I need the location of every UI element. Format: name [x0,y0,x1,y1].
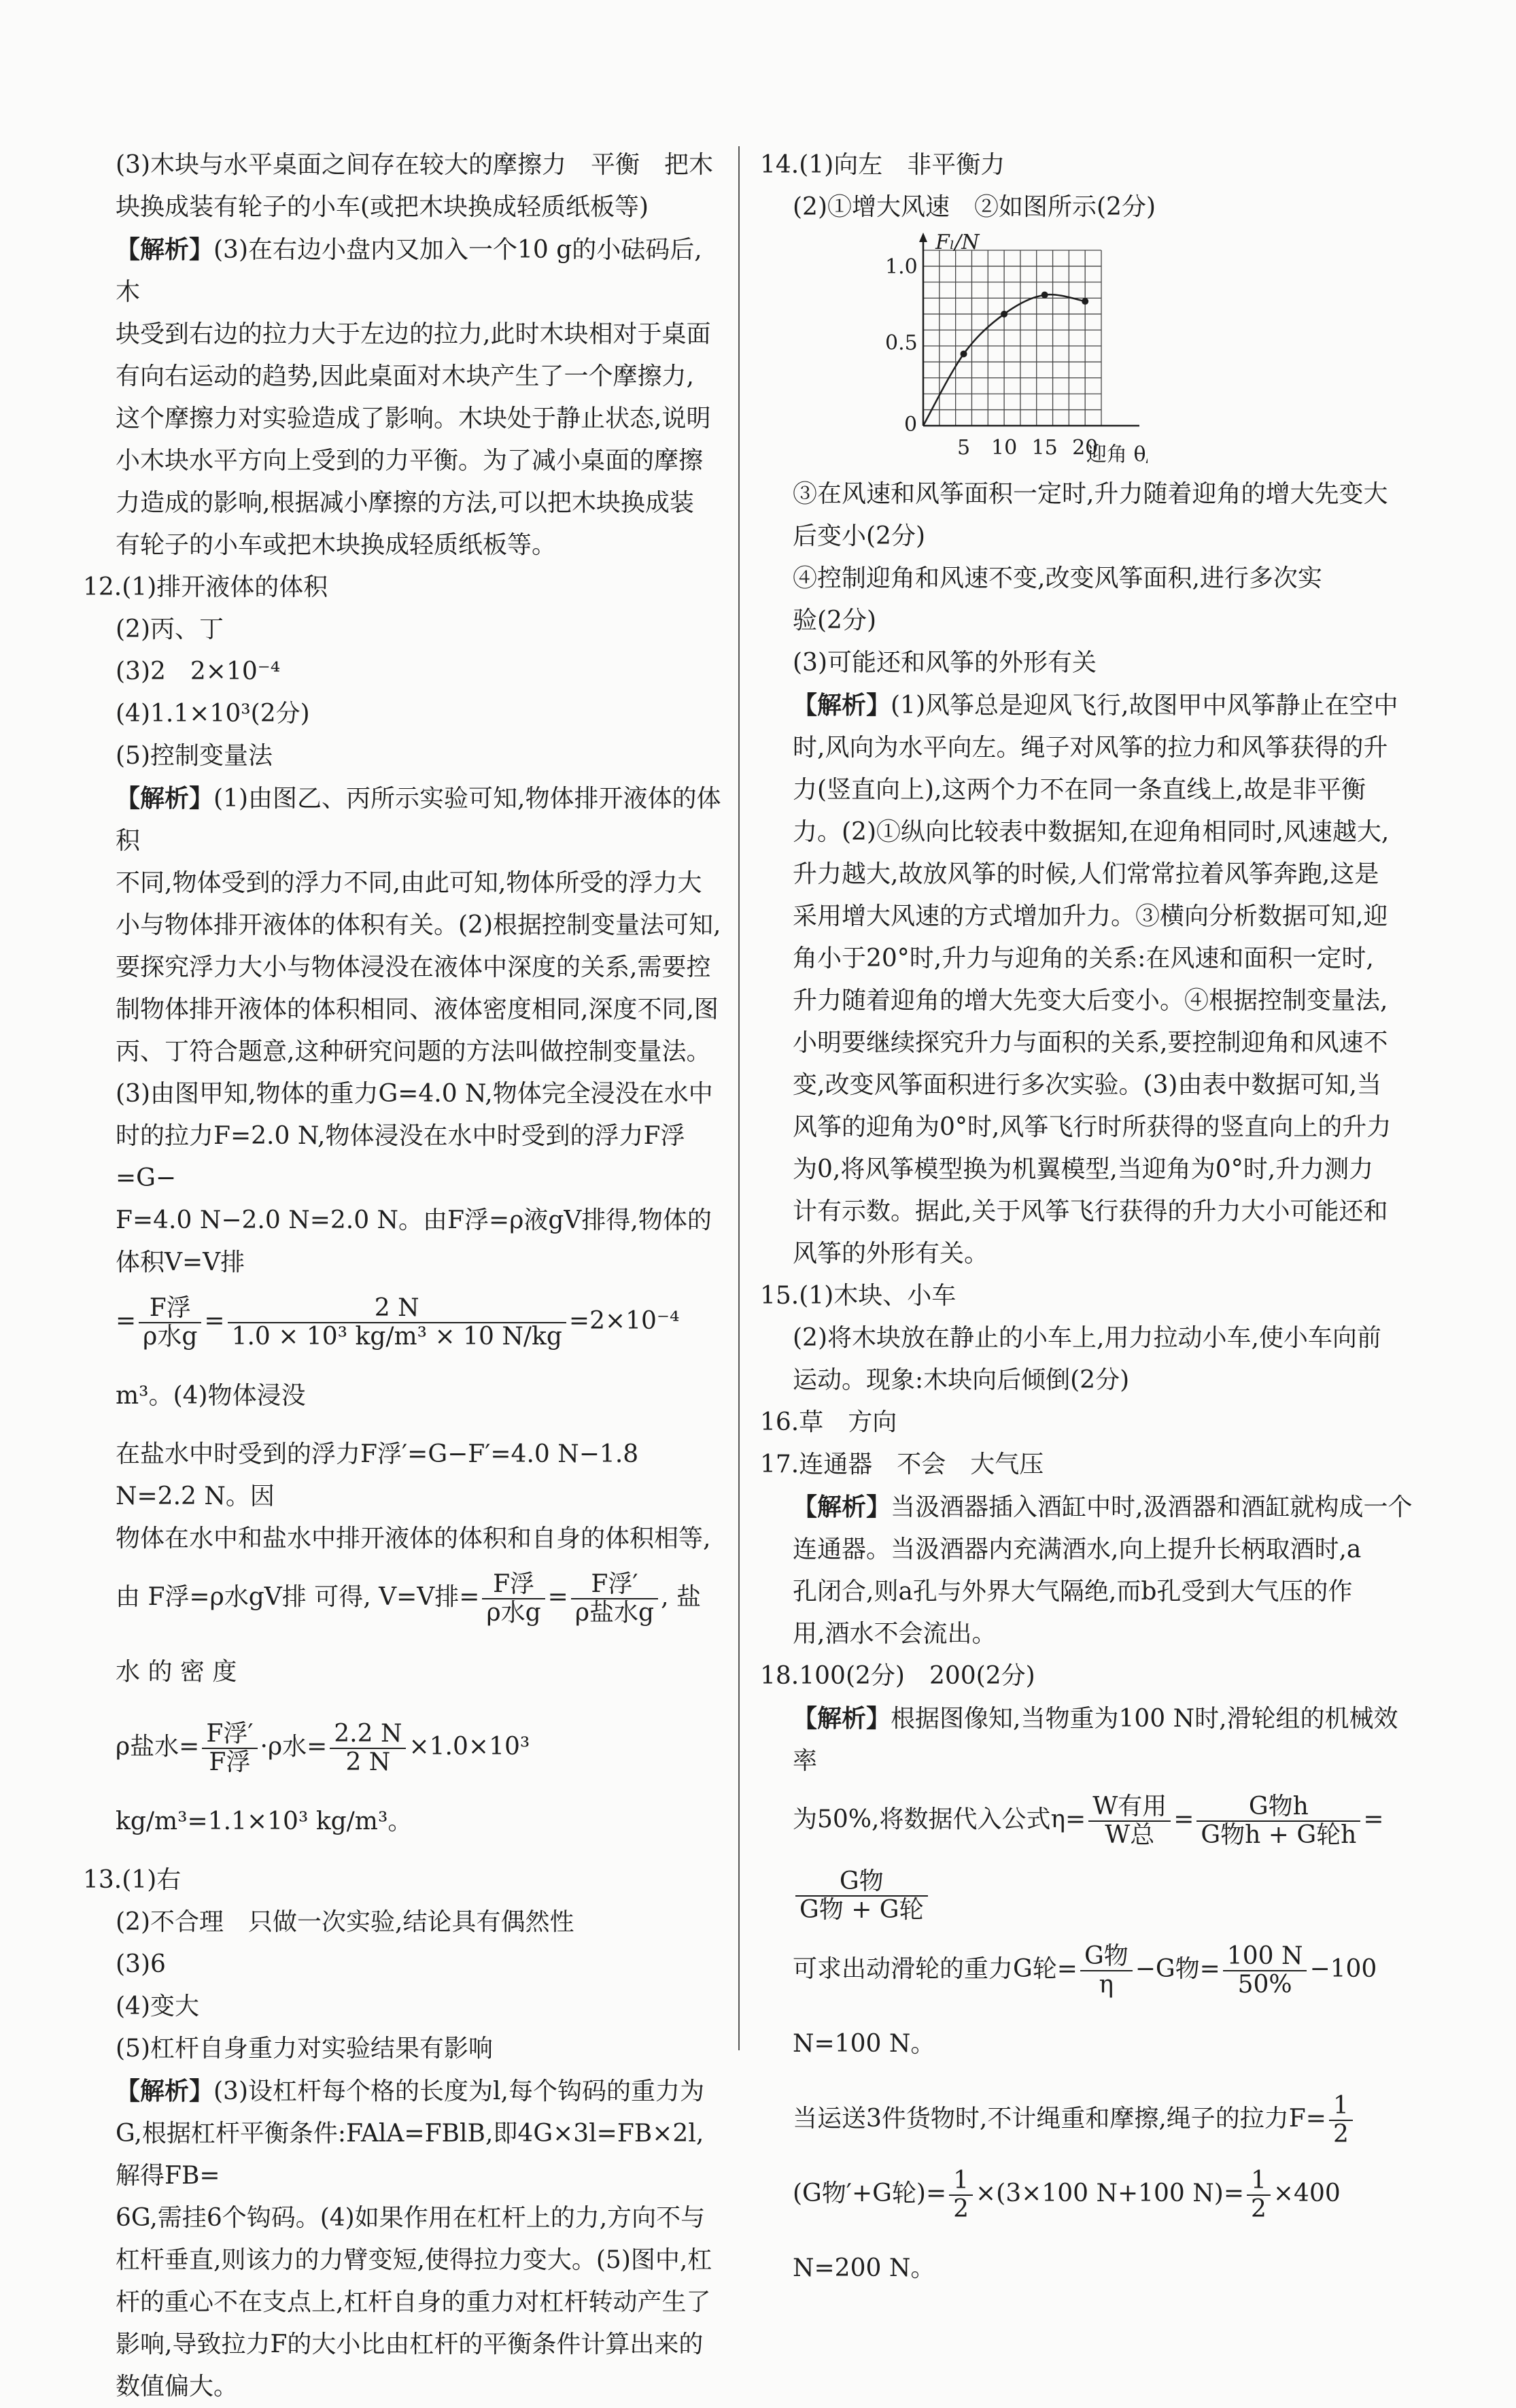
q17-exp-line: 连通器。当汲酒器内充满酒水,向上提升长柄取酒时,a [793,1536,1362,1563]
q12-exp-line: (3)由图甲知,物体的重力G=4.0 N,物体完全浸没在水中 [116,1080,713,1108]
q11-explanation [116,228,722,313]
eq-text: =2×10⁻⁴ m³。(4)物体浸没 [116,1307,680,1410]
numerator: F浮 [139,1295,201,1323]
chart-grid [923,250,1101,426]
eq-text: = [1173,1805,1194,1833]
eq-text: −100 N=100 N。 [793,1955,1377,2058]
eq-text: = [204,1307,225,1335]
q15-answer-2-line: (2)将木块放在静止的小车上,用力拉动小车,使小车向前 [793,1324,1381,1352]
q14-exp-line: 采用增大风速的方式增加升力。③横向分析数据可知,迎 [793,902,1388,930]
q16-answer: 16.草 方向 [760,1408,897,1436]
eq-text: 为50%,将数据代入公式η= [793,1805,1086,1833]
q13-exp-line: 6G,需挂6个钩码。(4)如果作用在杠杆上的力,方向不与 [116,2204,706,2232]
denominator: 2 [953,2195,969,2223]
numerator: G物 [795,1868,928,1897]
q17-explanation [793,1486,1413,1529]
explanation-tag: 【解析】 [793,691,891,719]
explanation-tag: 【解析】 [793,1493,891,1521]
q14-exp-line: (1)风筝总是迎风飞行,故图甲中风筝静止在空中 [891,692,1398,719]
q14-exp-line: 小明要继续探究升力与面积的关系,要控制迎角和风速不 [793,1029,1388,1057]
eq-text: 由 F浮=ρ水gV排 可得, V=V排= [116,1583,480,1611]
q15-answer-2-line: 运动。现象:木块向后倾倒(2分) [793,1366,1130,1394]
eq-text: = [1363,1805,1384,1833]
denominator: 2 N [345,1748,391,1776]
eq-text: = [116,1307,137,1335]
q12-answer-5: (5)控制变量法 [116,742,273,770]
q18-equation-force-2 [793,2156,1413,2306]
eq-text: ρ盐水= [116,1733,200,1761]
eq-text: ×400 N=200 N。 [793,2180,1341,2282]
fraction [1196,1793,1360,1849]
eq-text: = [547,1583,568,1611]
fraction [139,1295,201,1351]
lift-angle-graph [862,228,1413,473]
q14-exp-line: 升力越大,故放风筝的时候,人们常常拉着风筝奔跑,这是 [793,860,1379,888]
fraction [949,2167,973,2223]
x-tick-label: 20 [1072,436,1099,460]
fraction [571,1571,658,1627]
explanation-tag: 【解析】 [116,235,214,264]
q17-exp-line: 用,酒水不会流出。 [793,1620,997,1648]
data-point [1001,311,1007,318]
eq-text: 当运送3件货物时,不计绳重和摩擦,绳子的拉力F= [793,2105,1326,2133]
q12-exp-line: (1)由图乙、丙所示实验可知,物体排开液体的体积 [116,785,721,855]
q12-equation-volume [116,1284,722,1434]
fraction [1080,1943,1133,1999]
numerator: G物 [1080,1943,1133,1971]
q18-answer: 18.100(2分) 200(2分) [760,1662,1035,1690]
q17-exp-line: 孔闭合,则a孔与外界大气隔绝,而b孔受到大气压的作 [793,1578,1353,1606]
q11-exp-line: 有轮子的小车或把木块换成轻质纸板等。 [116,531,557,559]
q14-exp-line: 时,风向为水平向左。绳子对风筝的拉力和风筝获得的升 [793,734,1388,762]
explanation-tag: 【解析】 [116,2077,214,2105]
q11-exp-line: 块受到右边的拉力大于左边的拉力,此时木块相对于桌面 [116,320,711,348]
y-tick-label: 0 [904,413,918,437]
eq-text: ×(3×100 N+100 N)= [976,2180,1244,2207]
q12-exp-line: 不同,物体受到的浮力不同,由此可知,物体所受的浮力大 [116,869,702,897]
fraction [202,1720,257,1776]
x-tick-label: 10 [990,436,1018,460]
fraction [330,1720,406,1776]
q18-equation-pulley-weight [793,1932,1413,2082]
eq-text: ·ρ水= [260,1733,328,1761]
q12-answer-4: (4)1.1×10³(2分) [116,700,310,728]
q14-exp-line: 力。(2)①纵向比较表中数据知,在迎角相同时,风速越大, [793,818,1390,846]
q14-answer-3-line: ③在风速和风筝面积一定时,升力随着迎角的增大先变大 [793,480,1388,508]
q14-explanation [793,684,1413,727]
denominator: ρ水g [486,1599,541,1627]
eq-text: 可求出动滑轮的重力G轮= [793,1955,1078,1983]
q14-exp-line: 风筝的外形有关。 [793,1240,989,1268]
denominator: 1.0 × 10³ kg/m³ × 10 N/kg [231,1323,562,1351]
numerator: F浮 [482,1571,545,1599]
numerator: W有用 [1088,1793,1171,1822]
q12-answer-1: 12.(1)排开液体的体积 [83,573,328,601]
denominator: 50% [1237,1971,1292,1999]
right-column [760,144,1413,2306]
explanation-tag: 【解析】 [793,1704,891,1733]
denominator: W总 [1105,1821,1155,1849]
fraction [1329,2092,1353,2148]
q18-explanation [793,1697,1413,1782]
q13-exp-line: 数值偏大。 [116,2373,239,2401]
numerator: 1 [949,2167,973,2196]
q14-answer-5: (3)可能还和风筝的外形有关 [793,649,1097,677]
y-axis-arrow [919,233,927,242]
q14-exp-line: 升力随着迎角的增大先变大后变小。④根据控制变量法, [793,987,1388,1015]
q12-equation-density-2 [116,1710,722,1859]
q12-exp-line: 物体在水中和盐水中排开液体的体积和自身的体积相等, [116,1525,711,1553]
x-tick-label: 5 [957,436,971,460]
y-tick-label: 0.5 [885,331,918,355]
numerator: 1 [1247,2167,1271,2196]
fraction [1088,1793,1171,1849]
q14-exp-line: 为0,将风筝模型换为机翼模型,当迎角为0°时,升力测力 [793,1155,1374,1183]
fraction [482,1571,545,1627]
q14-answer-4-line: ④控制迎角和风速不变,改变风筝面积,进行多次实 [793,564,1322,592]
denominator: F浮 [209,1748,251,1776]
q13-answer-4: (4)变大 [116,1992,199,2020]
q14-answer-2: (2)①增大风速 ②如图所示(2分) [793,193,1156,221]
denominator: 2 [1332,2120,1349,2148]
numerator: F浮′ [202,1720,257,1749]
explanation-tag: 【解析】 [116,784,214,813]
denominator: η [1099,1971,1114,1999]
q13-answer-2: (2)不合理 只做一次实验,结论具有偶然性 [116,1908,574,1936]
denominator: ρ水g [143,1323,198,1351]
q13-exp-line: G,根据杠杆平衡条件:FAlA=FBlB,即4G×3l=FB×2l,解得FB= [116,2120,704,2190]
lift-angle-chart [862,228,1148,473]
q11-exp-line: 这个摩擦力对实验造成了影响。木块处于静止状态,说明 [116,405,711,433]
x-tick-label: 15 [1031,436,1058,460]
q12-exp-line: 制物体排开液体的体积相同、液体密度相同,深度不同,图 [116,996,719,1023]
q18-equation-efficiency [793,1782,1413,1932]
q13-exp-line: (3)设杠杆每个格的长度为l,每个钩码的重力为 [213,2078,704,2105]
fraction [228,1295,566,1351]
q13-answer-5: (5)杠杆自身重力对实验结果有影响 [116,2035,493,2063]
q14-exp-line: 力(竖直向上),这两个力不在同一条直线上,故是非平衡 [793,776,1366,804]
data-point [1082,298,1088,305]
q17-exp-line: 当汲酒器插入酒缸中时,汲酒器和酒缸就构成一个 [891,1493,1413,1521]
q11-exp-line: 有向右运动的趋势,因此桌面对木块产生了一个摩擦力, [116,362,694,390]
denominator: G物h + G轮h [1201,1821,1357,1849]
q13-exp-line: 影响,导致拉力F的大小比由杠杆的平衡条件计算出来的 [116,2330,704,2358]
q14-exp-line: 计有示数。据此,关于风筝飞行获得的升力大小可能还和 [793,1198,1388,1225]
eq-text: ×1.0×10³ kg/m³=1.1×10³ kg/m³。 [116,1733,530,1835]
q14-exp-line: 风筝的迎角为0°时,风筝飞行时所获得的竖直向上的升力 [793,1113,1392,1141]
data-point [1041,292,1048,299]
q12-equation-density-1 [116,1560,722,1710]
denominator: 2 [1250,2195,1267,2223]
q12-exp-line: F=4.0 N−2.0 N=2.0 N。由F浮=ρ液gV排得,物体的体积V=V排 [116,1206,712,1276]
numerator: G物h [1196,1793,1360,1822]
q11-answer-3-line2: 块换成装有轮子的小车(或把木块换成轻质纸板等) [116,193,649,221]
y-tick-label: 1.0 [885,255,918,279]
fraction [1247,2167,1271,2223]
q15-answer-1: 15.(1)木块、小车 [760,1282,957,1310]
q11-exp-line: 小木块水平方向上受到的力平衡。为了减小桌面的摩擦 [116,447,704,475]
numerator: 100 N [1223,1943,1307,1971]
q11-answer-3-line1: (3)木块与水平桌面之间存在较大的摩擦力 平衡 把木 [116,151,713,179]
q12-exp-line: 小与物体排开液体的体积有关。(2)根据控制变量法可知, [116,911,721,939]
q18-exp-line: 根据图像知,当物重为100 N时,滑轮组的机械效率 [793,1705,1398,1775]
q13-answer-3: (3)6 [116,1950,166,1978]
numerator: 2.2 N [330,1720,406,1749]
q12-exp-line: 在盐水中时受到的浮力F浮′=G−F′=4.0 N−1.8 N=2.2 N。因 [116,1440,639,1510]
eq-text: (G物′+G轮)= [793,2180,947,2207]
q14-exp-line: 角小于20°时,升力与迎角的关系:在风速和面积一定时, [793,945,1374,972]
denominator: ρ盐水g [574,1599,655,1627]
q18-equation-force-1 [793,2082,1413,2156]
q14-answer-3-line: 后变小(2分) [793,522,925,550]
q13-exp-line: 杠杆垂直,则该力的力臂变短,使得拉力变大。(5)图中,杠 [116,2246,712,2274]
left-column [83,144,722,2408]
q14-answer-4-line: 验(2分) [793,607,876,634]
q12-exp-line: 丙、丁符合题意,这种研究问题的方法叫做控制变量法。 [116,1038,711,1066]
q13-explanation [116,2070,722,2113]
q12-exp-line: 时的拉力F=2.0 N,物体浸没在水中时受到的浮力F浮=G− [116,1122,685,1192]
fraction [1223,1943,1307,1999]
denominator: G物 + G轮 [799,1896,924,1924]
y-axis-label: Fₗ/N [935,231,980,254]
numerator: F浮′ [571,1571,658,1599]
column-divider [738,146,740,2050]
fraction [795,1868,928,1924]
eq-text: , 盐 水 的 密 度 [116,1583,701,1686]
q12-explanation [116,777,722,862]
q11-exp-line: (3)在右边小盘内又加入一个10 g的小砝码后,木 [116,236,702,306]
data-point [961,350,967,357]
q17-answer: 17.连通器 不会 大气压 [760,1451,1044,1478]
q12-answer-3: (3)2 2×10⁻⁴ [116,658,281,685]
q12-exp-line: 要探究浮力大小与物体浸没在液体中深度的关系,需要控 [116,953,711,981]
q13-exp-line: 杆的重心不在支点上,杠杆自身的重力对杠杆转动产生了 [116,2288,711,2316]
q14-answer-1: 14.(1)向左 非平衡力 [760,151,1005,179]
q12-answer-2: (2)丙、丁 [116,615,224,643]
numerator: 1 [1329,2092,1353,2121]
q13-answer-1: 13.(1)右 [83,1866,182,1894]
q11-exp-line: 力造成的影响,根据减小摩擦的方法,可以把木块换成装 [116,489,694,517]
x-axis-label: 迎角 θ [1086,443,1146,467]
numerator: 2 N [228,1295,566,1323]
eq-text: −G物= [1135,1955,1220,1983]
q14-exp-line: 变,改变风筝面积进行多次实验。(3)由表中数据可知,当 [793,1071,1381,1099]
